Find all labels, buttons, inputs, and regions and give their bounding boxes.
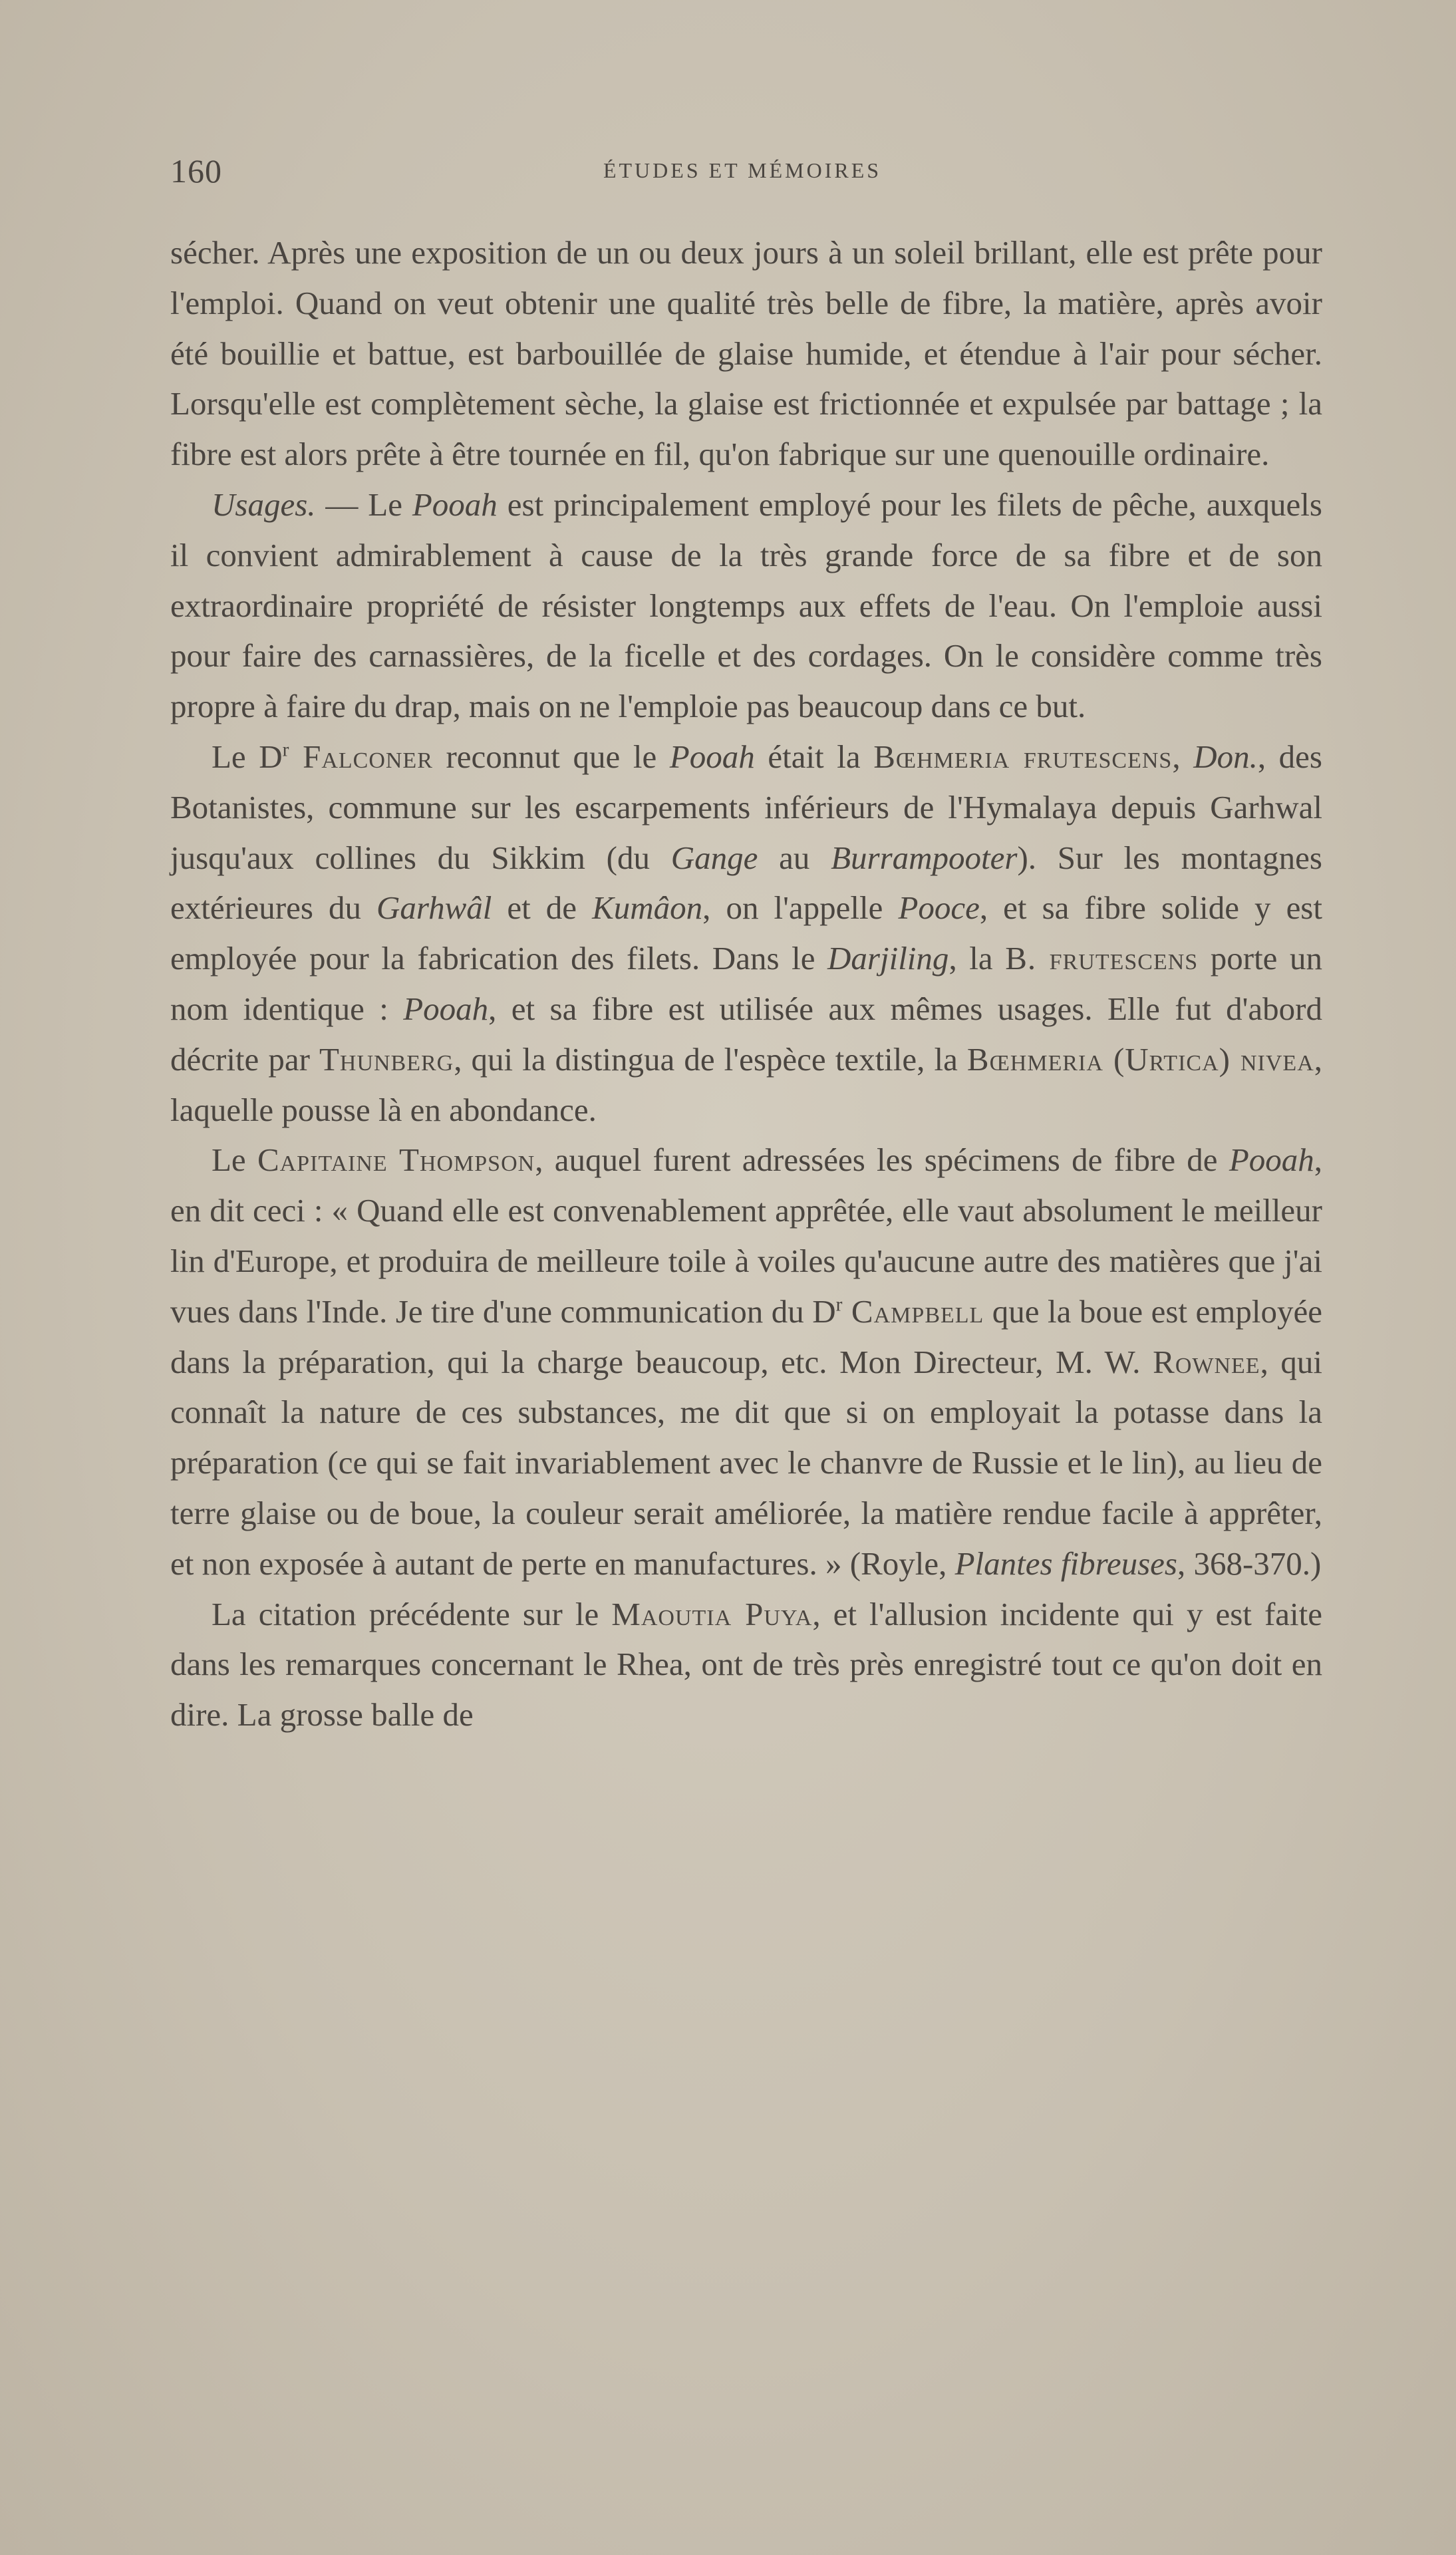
text-run: Le (212, 1141, 257, 1179)
text-run: porte un nom identique : (170, 940, 1322, 1027)
text-run: , laquelle pousse là en abondance. (170, 1040, 1322, 1128)
text-run: , 368-370.) (1177, 1545, 1322, 1582)
italic-term: Pooah (1229, 1141, 1314, 1179)
author-name: Rownee (1153, 1343, 1260, 1380)
species-name: Bœhmeria (Urtica) nivea (966, 1040, 1314, 1078)
paragraph-preparation (170, 227, 1322, 480)
author-name: Falconer (289, 738, 433, 775)
page-number: 160 (170, 152, 222, 190)
text-run: reconnut que le (432, 738, 670, 775)
text-run: était la (754, 738, 874, 775)
text-run: , des Botanistes, commune sur les escarpements inférieurs de l'Hymalaya depuis Garhwal jusqu'aux collines du Sikkim (du (170, 738, 1322, 876)
paragraph-usages (170, 480, 1322, 732)
italic-term: Burrampooter (831, 839, 1018, 876)
text-run: , qui connaît la nature de ces substances, me dit que si on employait la potasse dans la préparation (ce qui se fait invariablement avec le chanvre de Russie et le lin), au lieu de terre glaise ou de boue, la couleur serait améliorée, la matière rendue facile à apprêter, et non exposée à autant de perte en manufactures. » (Royle, (170, 1343, 1322, 1582)
body-text (170, 227, 1322, 1740)
italic-term: Don. (1193, 738, 1258, 775)
text-run: sécher. Après une exposition de un ou deux jours à un soleil brillant, elle est prête pour l'emploi. Quand on veut obtenir une qualité très belle de fibre, la matière, après avoir été bouillie et battue, est barbouillée de glaise humide, et étendue à l'air pour sécher. Lorsqu'elle est complètement sèche, la glaise est frictionnée et expulsée par battage ; la fibre est alors prête à être tournée en fil, qu'on fabrique sur une quenouille ordinaire. (170, 234, 1322, 473)
italic-term: Pooce (898, 889, 980, 927)
text-run: , et l'allusion incidente qui y est faite dans les remarques concernant le Rhea, ont de très près enregistré tout ce qu'on doit en dire. La grosse balle de (170, 1595, 1322, 1733)
species-name: B. frutescens (1005, 940, 1199, 977)
text-run: , la (948, 940, 1006, 977)
paragraph-maoutia (170, 1589, 1322, 1740)
book-title: Plantes fibreuses (954, 1545, 1177, 1582)
running-head: ÉTUDES ET MÉMOIRES (603, 158, 882, 182)
text-run: que la boue est employée dans la préparation, qui la charge beaucoup, etc. Mon Directeur, M. W. (170, 1292, 1322, 1380)
text-run: , et sa fibre solide y est employée pour la fabrication des filets. Dans le (170, 889, 1322, 977)
italic-term: Pooah (412, 486, 498, 523)
text-run: , et sa fibre est utilisée aux mêmes usages. Elle fut d'abord décrite par (170, 990, 1322, 1078)
italic-term: Garhwâl (376, 889, 492, 927)
text-run: , auquel furent adressées les spécimens de fibre de (535, 1141, 1229, 1179)
italic-term: Pooah (669, 738, 755, 775)
text-run: est principalement employé pour les filets de pêche, auxquels il convient admirablement à cause de la très grande force de sa fibre et de son extraordinaire propriété de résister longtemps aux effets de l'eau. On l'emploie aussi pour faire des carnassières, de la ficelle et des cordages. On le considère comme très propre à faire du drap, mais on ne l'emploie pas beaucoup dans ce but. (170, 486, 1322, 725)
text-run: Le D (212, 738, 283, 775)
text-run: — Le (315, 486, 412, 523)
italic-term: Kumâon (592, 889, 703, 927)
text-run: , qui la distingua de l'espèce textile, la (454, 1040, 967, 1078)
author-name: Capitaine Thompson (257, 1141, 535, 1179)
section-label-usages: Usages. (212, 486, 316, 523)
species-name: Maoutia Puya (611, 1595, 813, 1632)
paragraph-falconer (170, 732, 1322, 1135)
text-run: ). Sur les montagnes extérieures du (170, 839, 1322, 927)
italic-term: Pooah (403, 990, 489, 1027)
italic-term: Darjiling (827, 940, 949, 977)
species-name: Bœhmeria frutescens (873, 738, 1173, 775)
author-name: Campbell (842, 1292, 984, 1330)
text-run: au (758, 839, 831, 876)
text-run: , (1172, 738, 1194, 775)
page-header (170, 152, 1314, 192)
superscript: r (835, 1294, 843, 1316)
text-run: , en dit ceci : « Quand elle est convenablement apprêtée, elle vaut absolument le meilleur lin d'Europe, et produira de meilleure toile à voiles qu'aucune autre des matières que j'ai vues dans l'Inde. Je tire d'une communication du D (170, 1141, 1322, 1330)
superscript: r (282, 739, 289, 761)
italic-term: Gange (670, 839, 758, 876)
author-name: Thunberg (319, 1040, 454, 1078)
paragraph-thompson (170, 1135, 1322, 1588)
text-run: , on l'appelle (702, 889, 899, 927)
text-run: et de (492, 889, 593, 927)
text-run: La citation précédente sur le (212, 1595, 612, 1632)
